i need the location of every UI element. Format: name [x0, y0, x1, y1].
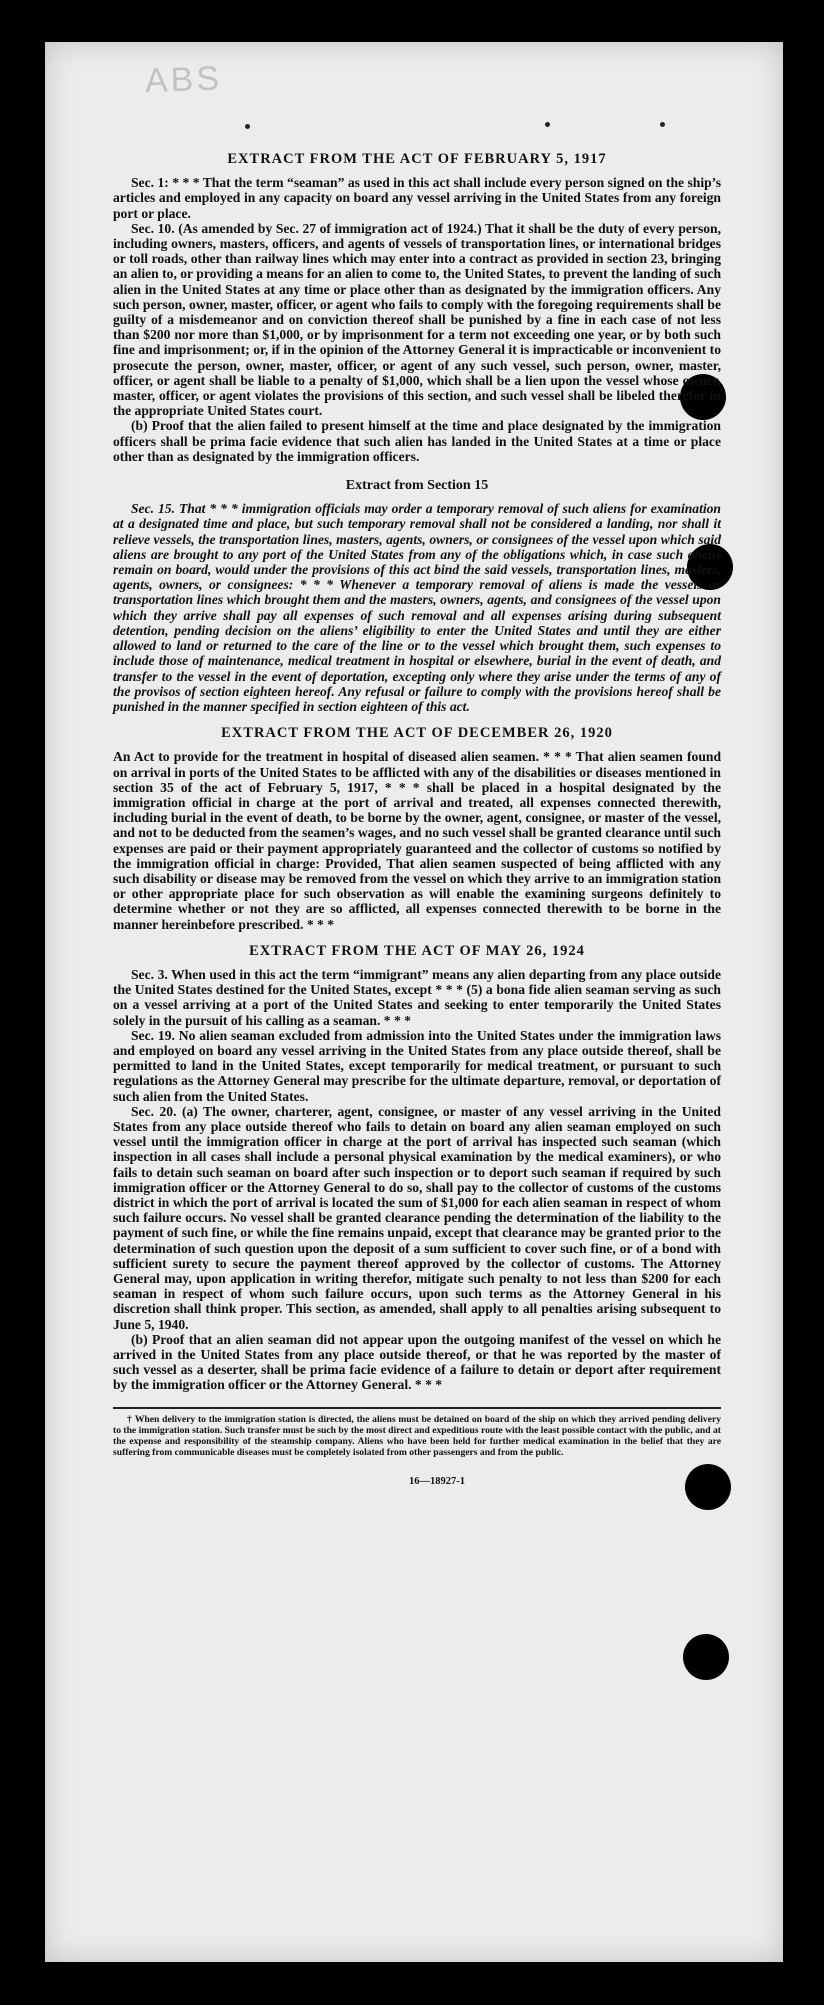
document-page — [45, 42, 783, 1962]
section-heading: EXTRACT FROM THE ACT OF FEBRUARY 5, 1917 — [227, 151, 607, 167]
paragraph: Sec. 19. No alien seaman excluded from admission into the United States under the immigration laws and employed on board any vessel arriving in the United States from any place outside thereof, shall be permitted to land in the United States, except temporarily for medical treatment, or pursuant to such regulations as the Attorney General may prescribe for the ultimate departure, removal, or deportation of such alien from the United States. — [113, 1027, 721, 1104]
faded-stamp: ABS — [144, 59, 223, 101]
paragraph: (b) Proof that the alien failed to present himself at the time and place designated by the immigration officers shall be prima facie evidence that such alien has landed in the United States at a time or place other than as designated by the immigration officers. — [113, 418, 721, 464]
document-number: 16—18927-1 — [409, 1476, 465, 1488]
footnote-text: † When delivery to the immigration station is directed, the aliens must be detained on board of the ship on which they arrived pending delivery to the immigration station. Such transfer must be such by the most direct and expeditious route with the least possible contact with the public, and at the expense and responsibility of the steamship company. Aliens who have been held for further medical examination in the belief that they are suffering from communicable diseases must be completely isolated from other passengers and from the public. — [113, 1413, 721, 1459]
footnote — [113, 1407, 721, 1459]
document-body — [113, 142, 721, 1490]
section-15-block — [113, 501, 721, 714]
paragraph: (b) Proof that an alien seaman did not appear upon the outgoing manifest of the vessel on which he arrived in the United States from any place outside thereof, or that he was reported by the master of such vessel as a deserter, shall be prima facie evidence of a failure to detain or deport after requirement by the immigration officer or the Attorney General. * * * — [113, 1331, 721, 1393]
section-heading: EXTRACT FROM THE ACT OF DECEMBER 26, 1920 — [221, 725, 613, 742]
subsection-heading: Extract from Section 15 — [345, 478, 489, 494]
speck — [660, 122, 665, 127]
paragraph: Sec. 10. (As amended by Sec. 27 of immigration act of 1924.) That it shall be the duty of every person, including owners, masters, officers, and agents of vessels of transportation lines, or international bridges or toll roads, other than railway lines which may enter into a contract as provided in section 23, bringing an alien to, or providing a means for an alien to come to, the United States, to prevent the landing of such alien in the United States at any time or place other than as designated by the immigration officers. Any such person, owner, master, officer, or agent who fails to comply with the foregoing requirements shall be guilty of a misdemeanor and on conviction thereof shall be punished by a fine in each case of not less than $200 nor more than $1,000, or by imprisonment for a term not exceeding one year, or by both such fine and imprisonment; or, if in the opinion of the Attorney General it is impracticable or inconvenient to prosecute the person, owner, master, officer, or agent of any such vessel, such person, owner, master, officer, or agent shall be liable to a penalty of $1,000, which shall be a lien upon the vessel whose owner, master, officer, or agent violates the provisions of this section, and such vessel shall be libeled therefor in the appropriate United States court. — [113, 220, 721, 419]
paragraph: Sec. 20. (a) The owner, charterer, agent, consignee, or master of any vessel arriving in the United States from any place outside thereof who fails to detain on board any alien seaman employed on such vessel until the immigration officer in charge at the port of arrival has inspected such seaman (which inspection in all cases shall include a personal physical examination by the medical examiners), or who fails to detain such seaman on board after such inspection or to deport such seaman if required by such immigration officer or the Attorney General to do so, shall pay to the collector of customs of the customs district in which the port of arrival is located the sum of $1,000 for each alien seaman in respect of whom such failure occurs. No vessel shall be granted clearance pending the determination of the liability to the payment of such fine, or while the fine remains unpaid, except that clearance may be granted prior to the determination of such question upon the deposit of a sum sufficient to cover such fine, or of a bond with sufficient surety to secure the payment thereof approved by the collector of customs. The Attorney General may, upon application in writing therefor, mitigate such penalty to not less than $200 for each seaman in respect of whom such failure occurs, upon such terms as the Attorney General in his discretion shall think proper. This section, as amended, shall apply to all penalties arising subsequent to June 5, 1940. — [113, 1103, 721, 1332]
paragraph: Sec. 1: * * * That the term “seaman” as used in this act shall include every person signed on the ship’s articles and employed in any capacity on board any vessel arriving in the United States from any foreign port or place. — [113, 175, 721, 221]
section-heading: EXTRACT FROM THE ACT OF MAY 26, 1924 — [249, 942, 585, 959]
paragraph: Sec. 15. That * * * immigration officials may order a temporary removal of such aliens for examination at a designated time and place, but such temporary removal shall not be considered a landing, nor shall it relieve vessels, the transportation lines, masters, agents, owners, or consignees of the vessel upon which said aliens are brought to any port of the United States from any of the obligations which, in case such aliens remain on board, would under the provisions of this act bind the said vessels, transportation lines, masters, agents, owners, or consignees: * * * Whenever a temporary removal of aliens is made the vessels or transportation lines which brought them and the masters, owners, agents, and consignees of the vessel upon which they arrive shall pay all expenses of such removal and all expenses arising during subsequent detention, pending decision on the aliens’ eligibility to enter the United States and until they are either allowed to land or returned to the care of the line or to the vessel which brought them, such expenses to include those of maintenance, medical treatment in hospital or elsewhere, burial in the event of death, and transfer to the vessel in the event of deportation, excepting only where they arise under the terms of any of the provisos of section eighteen hereof. Any refusal or failure to comply with the provisions hereof shall be punished in the manner specified in section eighteen of this act. — [113, 501, 721, 714]
paragraph: An Act to provide for the treatment in hospital of diseased alien seamen. * * * That alien seamen found on arrival in ports of the United States to be afflicted with any of the disabilities or diseases mentioned in section 35 of the act of February 5, 1917, * * * shall be placed in a hospital designated by the immigration official in charge at the port of arrival and treated, all expenses connected therewith, including burial in the event of death, to be borne by the owner, agent, consignee, or master of the vessel, and not to be deducted from the seamen’s wages, and no such vessel shall be granted clearance until such expenses are paid or their payment appropriately guaranteed and the collector of customs so notified by the immigration official in charge: Provided, That alien seamen suspected of being afflicted with any such disability or disease may be removed from the vessel on which they arrive to an immigration station or other appropriate place for such observation as will enable the examining surgeons definitely to determine whether or not they are so afflicted, all expenses connected therewith to be borne in the manner hereinbefore prescribed. * * * — [113, 749, 721, 932]
punch-hole — [683, 1634, 729, 1680]
paragraph: Sec. 3. When used in this act the term “immigrant” means any alien departing from any place outside the United States destined for the United States, except * * * (5) a bona fide alien seaman serving as such on a vessel arriving at a port of the United States and seeking to enter temporarily the United States solely in the pursuit of his calling as a seaman. * * * — [113, 966, 721, 1028]
speck — [545, 122, 550, 127]
speck — [245, 124, 250, 129]
